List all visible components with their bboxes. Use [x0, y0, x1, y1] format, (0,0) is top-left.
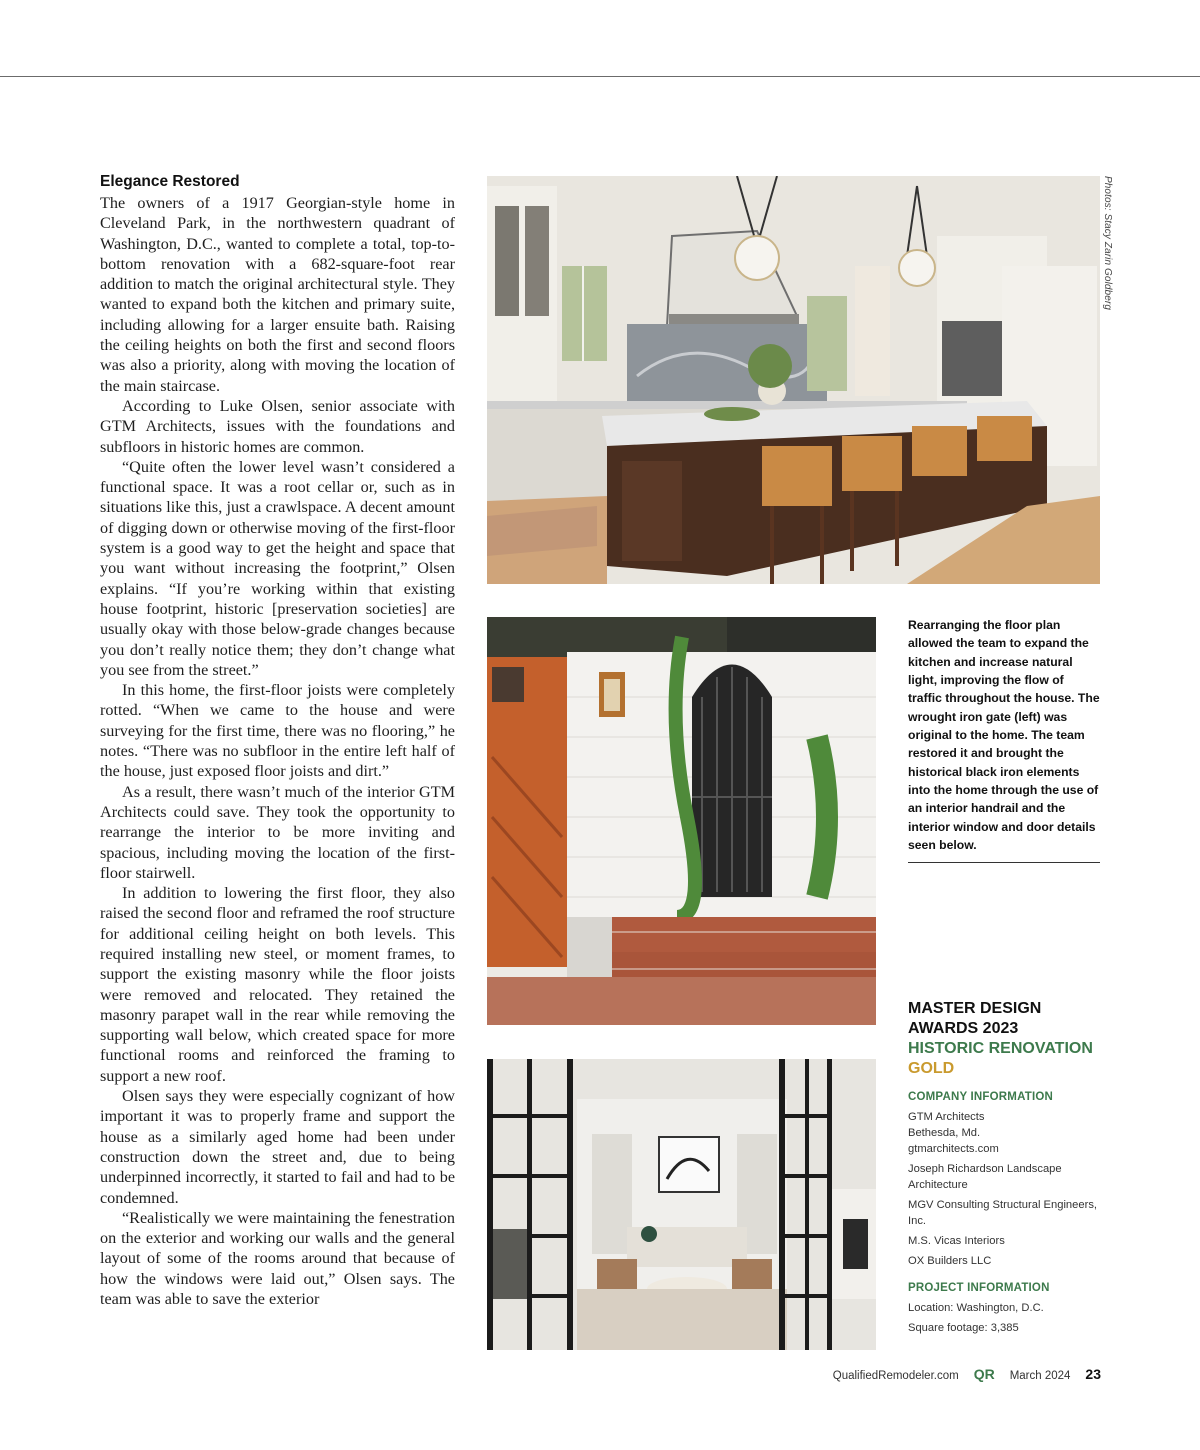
photo-credit: Photos: Stacy Zarin Goldberg: [1102, 176, 1113, 310]
project-item: Square footage: 3,385: [908, 1322, 1019, 1334]
company-item: Joseph Richardson Landscape Architecture: [908, 1163, 1062, 1191]
project-item: Location: Washington, D.C.: [908, 1302, 1044, 1314]
footer-site: QualifiedRemodeler.com: [832, 1370, 959, 1382]
article-paragraph: “Quite often the lower level wasn’t considered a functional space. It was a root cellar or, such as in situations like this, just a crawlspace. A decent amount of digging down or otherwise moving of the first-floor system is a good way to get the height and space that you want without increasing the footprint,” Olsen explains. “If you’re working within that existing house footprint, historic [preservation societies] are usually okay with those below-grade changes because you don’t really notice them; they don’t change what you see from the street.”: [100, 457, 455, 679]
award-sidebar: [908, 999, 1108, 1340]
kitchen-photo: [487, 176, 1100, 584]
company-item: GTM Architects Bethesda, Md. gtmarchitects.com: [908, 1111, 999, 1155]
article-heading: Elegance Restored: [100, 173, 240, 190]
gate-photo: [487, 617, 876, 1025]
article-paragraph: Olsen says they were especially cognizant of how important it was to properly frame and support the house as a similarly aged home had been under construction down the street and, due to being underpinned incorrectly, it started to fail and had to be condemned.: [100, 1087, 455, 1207]
award-category: HISTORIC RENOVATION: [908, 1040, 1093, 1057]
photo-caption: Rearranging the floor plan allowed the team to expand the kitchen and increase natural light, improving the flow of traffic throughout the house. The wrought iron gate (left) was original to the home. The team restored it and brought the historical black iron elements into the home through the use of an interior handrail and the interior window and door details seen below.: [908, 616, 1100, 863]
company-item: MGV Consulting Structural Engineers, Inc.: [908, 1199, 1098, 1227]
page-footer: [833, 1366, 1101, 1382]
footer-date: March 2024: [1009, 1370, 1071, 1382]
article-paragraph: According to Luke Olsen, senior associate with GTM Architects, issues with the foundations and subfloors in historic homes are common.: [100, 396, 455, 456]
article-paragraph: “Realistically we were maintaining the fenestration on the exterior and working our walls and the general layout of some of the rooms around that because of how the windows were laid out,” Olsen says. The team was able to save the exterior: [100, 1208, 455, 1309]
living-room-photo: [487, 1059, 876, 1350]
article-column: [100, 172, 455, 1309]
award-level: GOLD: [908, 1060, 955, 1077]
award-title-line2: AWARDS 2023: [908, 1020, 1019, 1037]
company-info-heading: COMPANY INFORMATION: [908, 1091, 1053, 1103]
article-paragraph: In this home, the first-floor joists were completely rotted. “When we came to the house and were surveying for the first time, there was no flooring,” he notes. “There was no subfloor in the entire left half of the house, just exposed floor joists and dirt.”: [100, 681, 455, 781]
project-info-heading: PROJECT INFORMATION: [908, 1282, 1050, 1294]
article-paragraph: In addition to lowering the first floor, they also raised the second floor and reframed the roof structure for additional ceiling height on both levels. This required installing new steel, or moment frames, to support the existing masonry while the floor joists were removed and relocated. They retained the masonry parapet wall in the rear while removing the supporting wall below, which created space for more functional rooms and reinforced the framing to support a new roof.: [100, 884, 455, 1085]
article-paragraph: As a result, there wasn’t much of the interior GTM Architects could save. They took the opportunity to rearrange the interior to be more inviting and spacious, including moving the location of the first-floor stairwell.: [100, 782, 455, 882]
page-number: 23: [1085, 1366, 1101, 1382]
top-rule: [0, 76, 1200, 77]
company-item: OX Builders LLC: [908, 1255, 992, 1267]
company-item: M.S. Vicas Interiors: [908, 1235, 1005, 1247]
qr-logo: QR: [973, 1366, 995, 1382]
award-title-line1: MASTER DESIGN: [908, 1000, 1042, 1017]
article-paragraph: The owners of a 1917 Georgian-style home in Cleveland Park, in the northwestern quadrant of Washington, D.C., wanted to complete a total, top-to-bottom renovation with a 682-square-foot rear addition to match the original architectural style. They wanted to expand both the kitchen and primary suite, including allowing for a larger ensuite bath. Raising the ceiling heights on both the first and second floors was also a priority, along with moving the location of the main staircase.: [100, 194, 455, 395]
